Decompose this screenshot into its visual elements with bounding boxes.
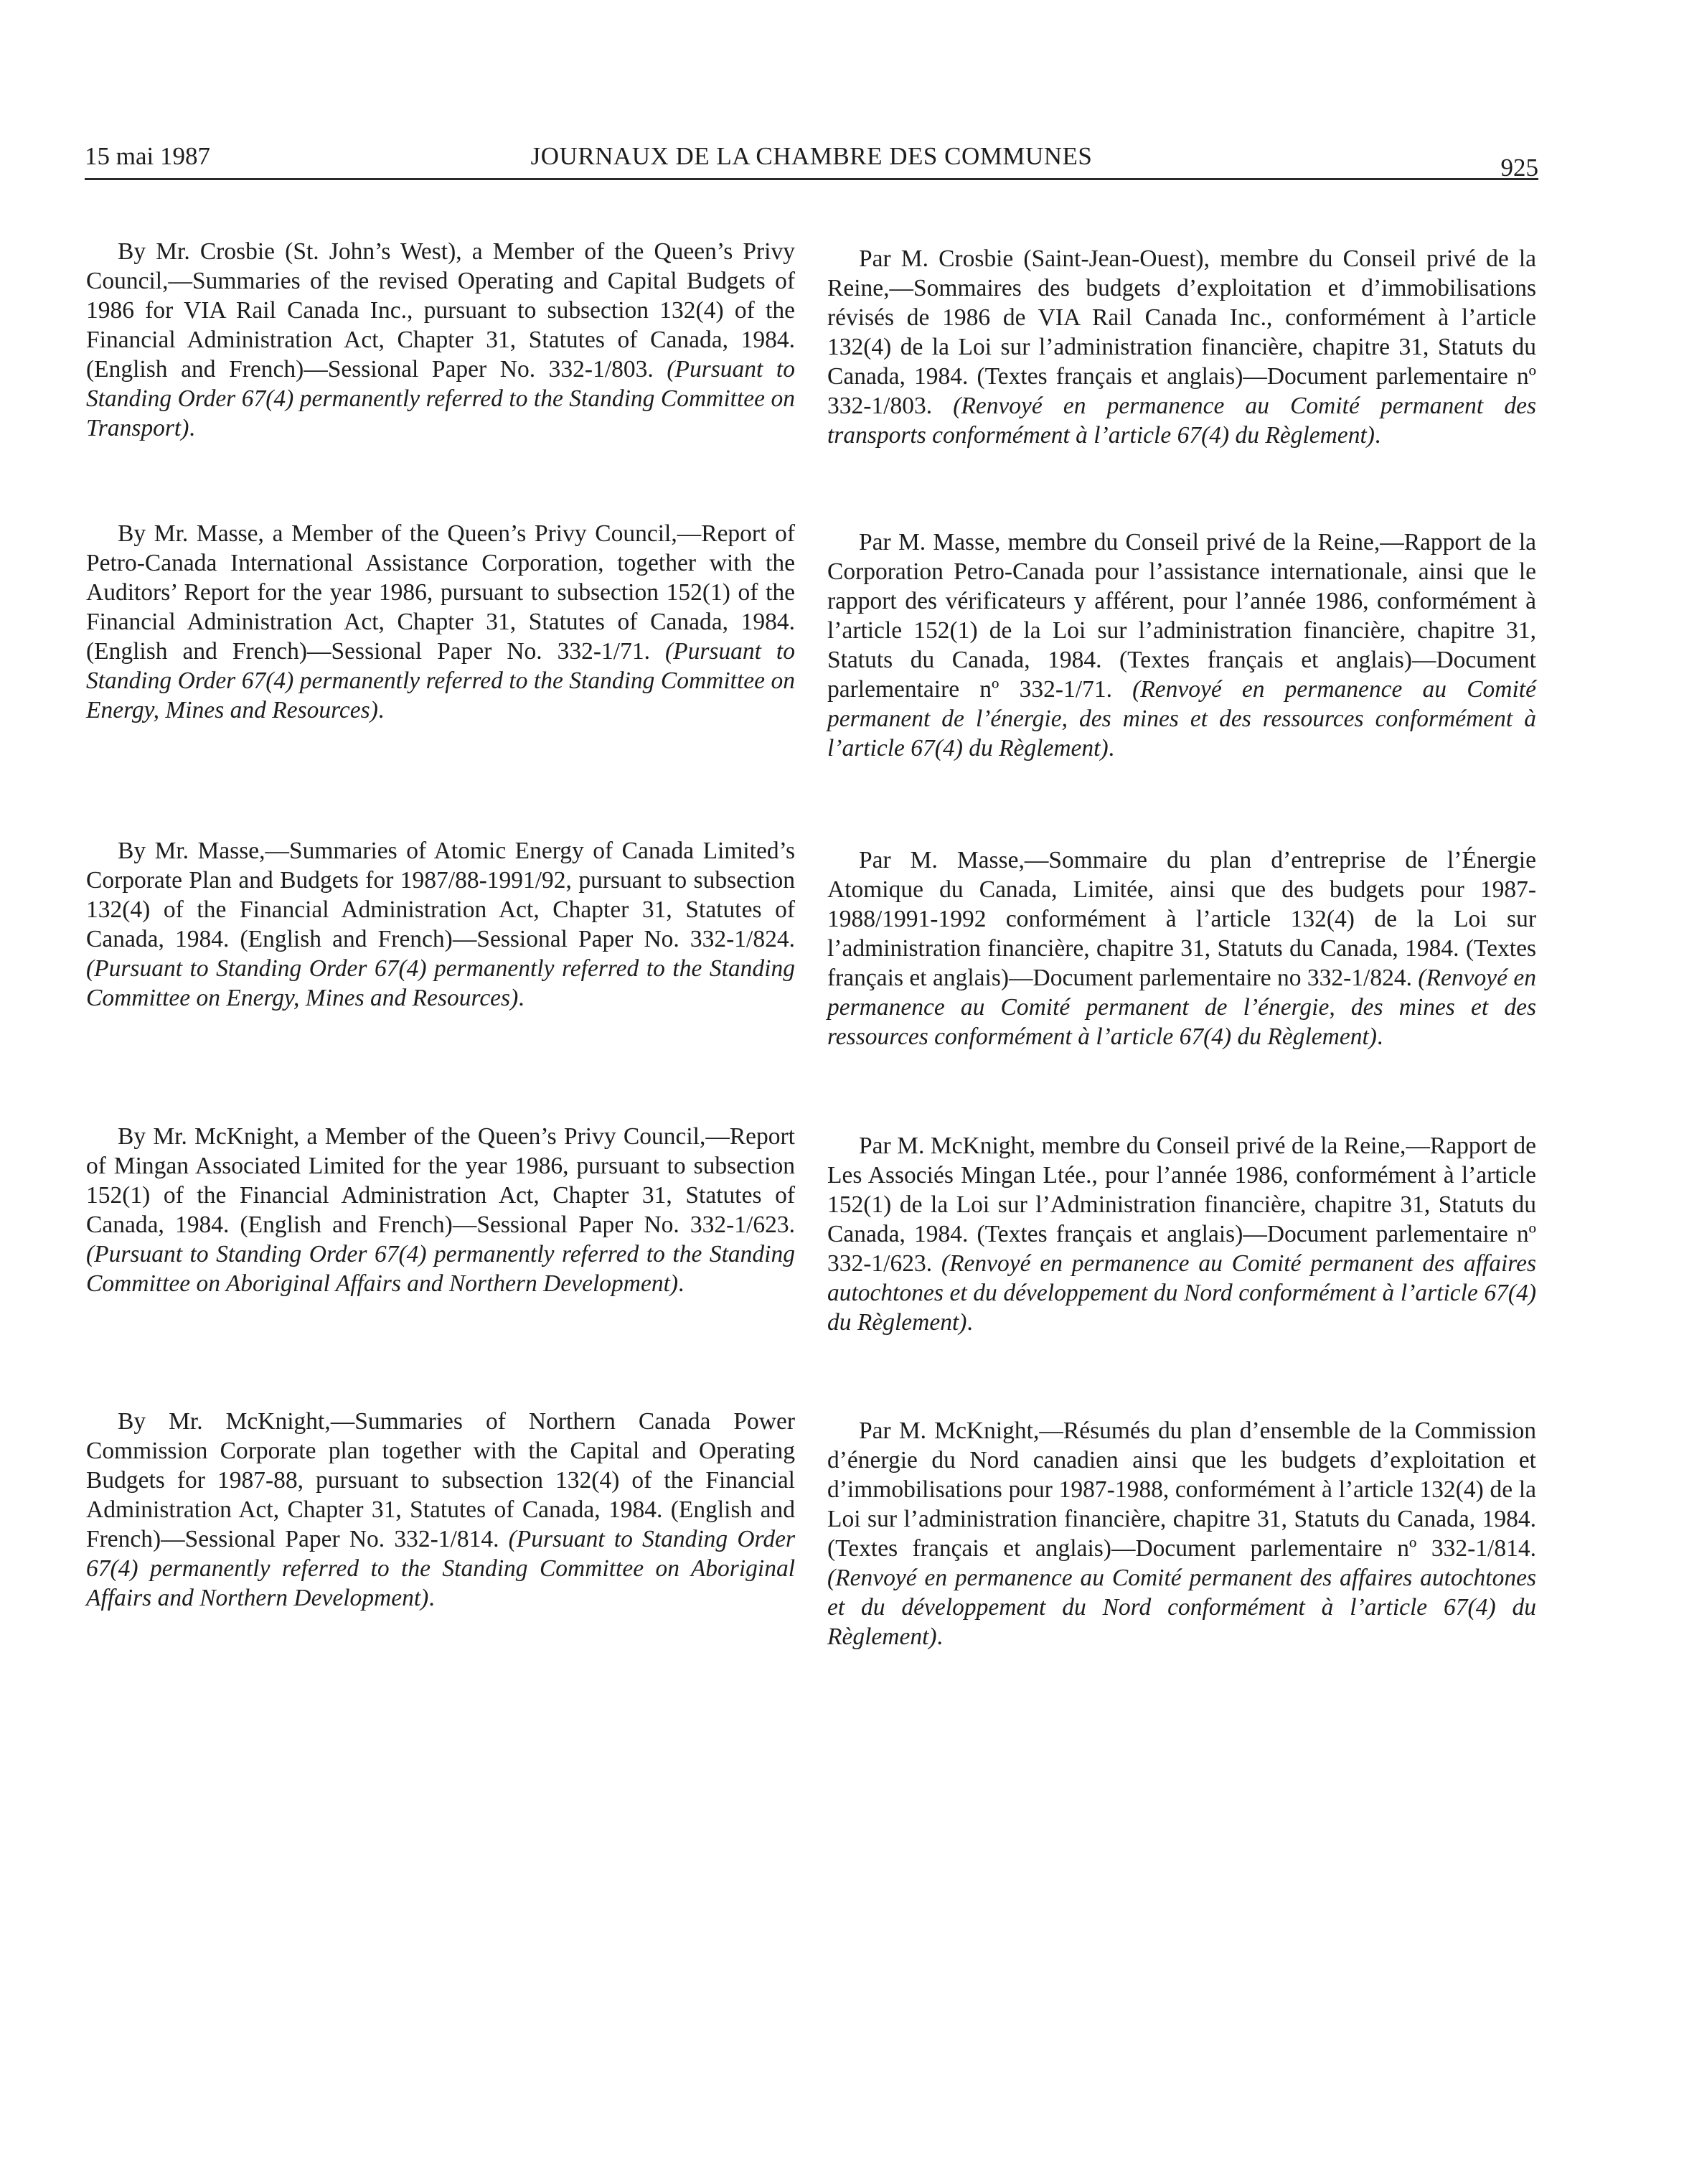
entry-text: By Mr. McKnight,—Summaries of Northern Canada Power Commission Corporate plan together with the Capital and Operating Budgets for 1987-88, pursuant to subsection 132(4) of the Financial Administration Act, Chapter 31, Statutes of Canada, 1984. (English and French)—Sessional Paper No. 332-1/814.	[86, 1408, 795, 1552]
entry-referral: (Renvoyé en permanence au Comité permanent de l’énergie, des mines et des ressources conformément à l’article 67(4) du Règlement)	[827, 965, 1536, 1050]
entry-referral: (Pursuant to Standing Order 67(4) permanently referred to the Standing Committee on Transport)	[86, 356, 795, 441]
entry-text: Par M. McKnight, membre du Conseil privé de la Reine,—Rapport de Les Associés Mingan Ltée., pour l’année 1986, conformément à l’article 152(1) de la Loi sur l’Administration financière, chapitre 31, Statuts du Canada, 1984. (Textes français et anglais)—Document parlementaire nº 332-1/623.	[827, 1133, 1536, 1277]
page-number: 925	[1500, 154, 1538, 182]
entry-paragraph	[86, 1122, 795, 1298]
entry-en-masse-atomic-energy	[86, 836, 795, 1013]
entry-text: Par M. McKnight,—Résumés du plan d’ensemble de la Commission d’énergie du Nord canadien ainsi que les budgets d’exploitation et d’immobilisations pour 1987-1988, conformément à l’article 132(4) de la Loi sur l’administration financière, chapitre 31, Statuts du Canada, 1984. (Textes français et anglais)—Document parlementaire nº 332-1/814.	[827, 1417, 1536, 1562]
entry-paragraph	[86, 1407, 795, 1613]
entry-text: By Mr. Masse,—Summaries of Atomic Energy of Canada Limited’s Corporate Plan and Budgets for 1987/88-1991/92, pursuant to subsection 132(4) of the Financial Administration Act, Chapter 31, Statutes of Canada, 1984. (English and French)—Sessional Paper No. 332-1/824.	[86, 838, 795, 952]
header-date: 15 mai 1987	[85, 142, 210, 170]
entry-paragraph	[827, 845, 1536, 1051]
entry-referral: (Pursuant to Standing Order 67(4) permanently referred to the Standing Committee on Aboriginal Affairs and Northern Development)	[86, 1241, 795, 1297]
entry-end: .	[936, 1623, 943, 1650]
header-title: JOURNAUX DE LA CHAMBRE DES COMMUNES	[530, 142, 1093, 170]
entry-end: .	[678, 1270, 685, 1297]
entry-end: .	[966, 1309, 973, 1336]
entry-referral: (Pursuant to Standing Order 67(4) permanently referred to the Standing Committee on Aboriginal Affairs and Northern Development)	[86, 1526, 795, 1611]
entry-fr-crosbie	[827, 244, 1536, 450]
entry-text: By Mr. Masse, a Member of the Queen’s Privy Council,—Report of Petro-Canada International Assistance Corporation, together with the Auditors’ Report for the year 1986, pursuant to subsection 152(1) of the Financial Administration Act, Chapter 31, Statutes of Canada, 1984. (English and French)—Sessional Paper No. 332-1/71.	[86, 520, 795, 665]
entry-referral: (Pursuant to Standing Order 67(4) permanently referred to the Standing Committee on Energy, Mines and Resources)	[86, 955, 795, 1011]
entry-referral: (Pursuant to Standing Order 67(4) permanently referred to the Standing Committee on Energy, Mines and Resources)	[86, 638, 795, 723]
entry-paragraph	[827, 244, 1536, 450]
entry-en-mcknight-mingan	[86, 1122, 795, 1298]
entry-fr-mcknight-mingan	[827, 1131, 1536, 1337]
entry-text: By Mr. McKnight, a Member of the Queen’s Privy Council,—Report of Mingan Associated Limited for the year 1986, pursuant to subsection 152(1) of the Financial Administration Act, Chapter 31, Statutes of Canada, 1984. (English and French)—Sessional Paper No. 332-1/623.	[86, 1123, 795, 1238]
entry-text: Par M. Masse,—Sommaire du plan d’entreprise de l’Énergie Atomique du Canada, Limitée, ainsi que des budgets pour 1987-1988/1991-1992 conformément à l’article 132(4) de la Loi sur l’administration financière, chapitre 31, Statuts du Canada, 1984. (Textes français et anglais)—Document parlementaire no 332-1/824.	[827, 847, 1536, 991]
entry-text: By Mr. Crosbie (St. John’s West), a Member of the Queen’s Privy Council,—Summaries of the revised Operating and Capital Budgets of 1986 for VIA Rail Canada Inc., pursuant to subsection 132(4) of the Financial Administration Act, Chapter 31, Statutes of Canada, 1984. (English and French)—Sessional Paper No. 332-1/803.	[86, 238, 795, 383]
entry-referral: (Renvoyé en permanence au Comité permanent de l’énergie, des mines et des ressources conformément à l’article 67(4) du Règlement)	[827, 676, 1536, 761]
entry-paragraph	[86, 237, 795, 443]
entry-fr-masse-petro-canada	[827, 528, 1536, 763]
entry-end: .	[377, 697, 385, 723]
entry-text: Par M. Masse, membre du Conseil privé de la Reine,—Rapport de la Corporation Petro-Canada pour l’assistance internationale, ainsi que le rapport des vérificateurs y afférent, pour l’année 1986, conformément à l’article 152(1) de la Loi sur l’administration financière, chapitre 31, Statuts du Canada, 1984. (Textes français et anglais)—Document parlementaire nº 332-1/71.	[827, 529, 1536, 703]
entry-en-masse-petro-canada	[86, 519, 795, 725]
page-header	[85, 138, 1538, 180]
entry-paragraph	[86, 836, 795, 1013]
entry-paragraph	[827, 1416, 1536, 1651]
entry-end: .	[1108, 735, 1115, 761]
entry-end: .	[1374, 422, 1381, 449]
entry-paragraph	[827, 528, 1536, 763]
entry-referral: (Renvoyé en permanence au Comité permanent des transports conformément à l’article 67(4) du Règlement)	[827, 393, 1536, 449]
entry-fr-masse-energie-atomique	[827, 845, 1536, 1051]
entry-end: .	[1376, 1023, 1383, 1050]
entry-referral: (Renvoyé en permanence au Comité permanent des affaires autochtones et du développement du Nord conformément à l’article 67(4) du Règlement)	[827, 1250, 1536, 1336]
entry-en-crosbie	[86, 237, 795, 443]
entry-referral: (Renvoyé en permanence au Comité permanent des affaires autochtones et du développement du Nord conformément à l’article 67(4) du Règlement)	[827, 1565, 1536, 1650]
entry-paragraph	[827, 1131, 1536, 1337]
entry-end: .	[428, 1585, 435, 1611]
entry-end: .	[189, 415, 195, 441]
entry-en-mcknight-ncpc	[86, 1407, 795, 1613]
entry-fr-mcknight-commission	[827, 1416, 1536, 1651]
entry-text: Par M. Crosbie (Saint-Jean-Ouest), membre du Conseil privé de la Reine,—Sommaires des budgets d’exploitation et d’immobilisations révisés de 1986 de VIA Rail Canada Inc., conformément à l’article 132(4) de la Loi sur l’administration financière, chapitre 31, Statuts du Canada, 1984. (Textes français et anglais)—Document parlementaire nº 332-1/803.	[827, 245, 1536, 419]
entry-paragraph	[86, 519, 795, 725]
entry-end: .	[518, 985, 525, 1011]
